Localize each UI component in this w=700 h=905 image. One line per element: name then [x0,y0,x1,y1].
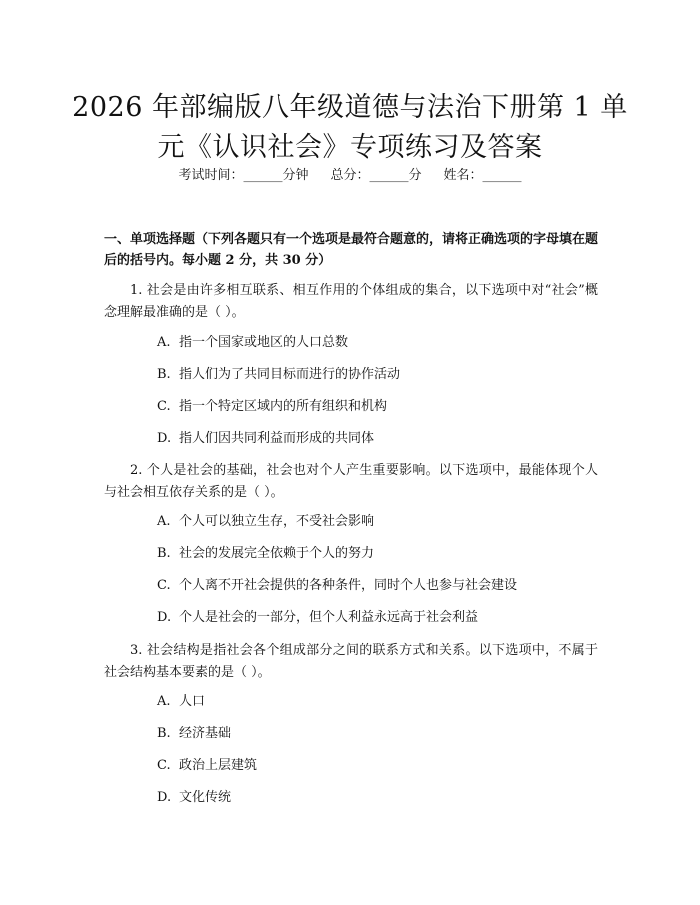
question-2-option-c [157,576,597,596]
section-heading-single-choice: 一、单项选择题（下列各题只有一个选项是最符合题意的，请将正确选项的字母填在题后的括号内。每小题 2 分，共 30 分） [104,232,599,268]
question-3-option-c [157,756,597,776]
question-1-option-a [157,333,597,353]
question-3-stem: 3. 社会结构是指社会各个组成部分之间的联系方式和关系。以下选项中，不属于社会结构基本要素的是（ ）。 [104,643,598,680]
option-text: 指人们因共同利益而形成的共同体 [179,431,375,446]
option-letter: C. [157,758,171,773]
question-3-option-d [157,788,597,808]
exam-score-field: 总分：______分 [330,168,422,183]
option-text: 文化传统 [179,790,232,805]
option-letter: B. [157,726,171,741]
exam-info [100,166,600,186]
exam-name-field: 姓名：______ [443,168,522,183]
option-letter: C. [157,399,171,414]
document-title [60,88,640,168]
question-3-option-a [157,692,597,712]
option-letter: C. [157,578,171,593]
option-text: 经济基础 [179,726,232,741]
question-3-option-b [157,724,597,744]
option-text: 个人离不开社会提供的各种条件，同时个人也参与社会建设 [179,578,518,593]
option-letter: A. [157,514,171,529]
question-1-stem: 1. 社会是由许多相互联系、相互作用的个体组成的集合，以下选项中对“社会”概念理解最准确的是（ ）。 [104,283,598,320]
option-text: 个人是社会的一部分，但个人利益永远高于社会利益 [179,610,479,625]
option-letter: B. [157,367,171,382]
option-text: 社会的发展完全依赖于个人的努力 [179,546,375,561]
question-1-option-d [157,429,597,449]
question-2-option-d [157,608,597,628]
option-letter: B. [157,546,171,561]
option-text: 人口 [179,694,206,709]
exam-time-field: 考试时间：______分钟 [178,168,309,183]
question-2-option-b [157,544,597,564]
question-2-stem: 2. 个人是社会的基础，社会也对个人产生重要影响。以下选项中，最能体现个人与社会相互依存关系的是（ ）。 [104,463,598,500]
option-letter: D. [157,431,172,446]
option-letter: A. [157,335,171,350]
title-line-1: 2026 年部编版八年级道德与法治下册第 1 单 [72,92,628,123]
option-text: 指一个特定区域内的所有组织和机构 [179,399,388,414]
option-letter: A. [157,694,171,709]
option-text: 个人可以独立生存，不受社会影响 [179,514,375,529]
title-line-2: 元《认识社会》专项练习及答案 [157,132,543,163]
question-1-option-c [157,397,597,417]
question-1-option-b [157,365,597,385]
option-letter: D. [157,790,172,805]
question-2-option-a [157,512,597,532]
option-letter: D. [157,610,172,625]
option-text: 政治上层建筑 [179,758,258,773]
option-text: 指人们为了共同目标而进行的协作活动 [179,367,401,382]
option-text: 指一个国家或地区的人口总数 [179,335,349,350]
